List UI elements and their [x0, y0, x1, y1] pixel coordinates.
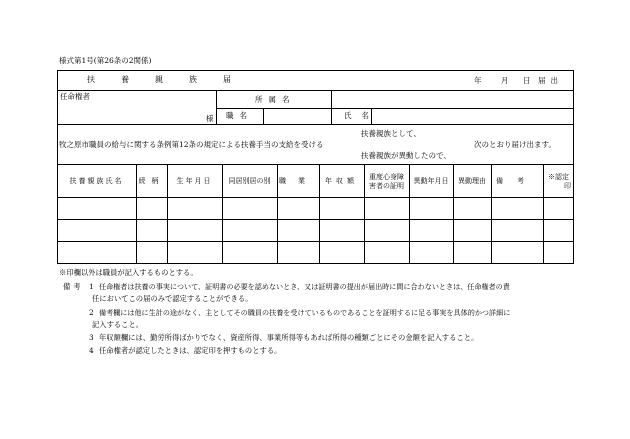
name-field[interactable] — [372, 109, 573, 123]
form-title: 扶養親族届 — [87, 75, 257, 84]
header-approval-seal — [543, 166, 574, 197]
rule-header-block-bottom — [57, 124, 574, 125]
rule-statement-bottom — [57, 164, 574, 165]
header-birth-date: 生年月日 — [176, 177, 213, 186]
header-annual-income: 年収額 — [325, 177, 358, 186]
note-1-number: 1 — [89, 282, 94, 291]
note-3-line-1: 年収額欄には、勤労所得ばかりでなく、資産所得、事業所得等もあれば所得の種類ごとにその金額を記入すること。 — [99, 333, 479, 342]
table-row[interactable] — [58, 242, 573, 263]
appointer-label: 任命権者 — [60, 92, 90, 101]
statement-option-1: 扶養親族として、 — [361, 129, 421, 138]
header-dependent-name: 扶養親族氏名 — [69, 177, 124, 186]
table-row[interactable] — [58, 198, 573, 218]
table-row[interactable] — [58, 220, 573, 240]
note-2-line-1: 備考欄には他に生計の途がなく、主としてその職員の扶養を受けているものであることを証明するに足る事実を具体的かつ詳細に — [99, 308, 511, 317]
date-month-label: 月 — [501, 76, 509, 85]
statement-suffix: 次のとおり届け出ます。 — [474, 140, 556, 149]
header-occupation: 職業 — [279, 177, 317, 186]
header-remarks: 備考 — [496, 177, 538, 186]
statement-option-2: 扶養親族が異動したので、 — [361, 151, 451, 160]
header-disability-line-2: 害者の証明 — [369, 181, 404, 190]
header-change-date: 異動年月日 — [413, 177, 449, 186]
affiliation-label: 所属名 — [255, 95, 296, 104]
rule-position-value-right — [331, 108, 332, 124]
rule-appointer-right — [216, 90, 217, 124]
header-disability-line-1: 重度心身障 — [369, 172, 404, 181]
statement-prefix: 牧之原市職員の給与に関する条例第12条の規定による扶養手当の支給を受ける — [59, 140, 324, 149]
header-change-reason: 異動理由 — [458, 177, 486, 186]
note-4-line-1: 任命権者が認定したときは、認定印を押すものとする。 — [99, 346, 282, 355]
header-cohabitation: 同居別居の別 — [228, 177, 271, 186]
header-approval-line-2: 印 — [564, 181, 571, 190]
note-1-line-1: 任命権者は扶養の事実について、証明書の必要を認めないとき、又は証明書の提出が届出時に間に合わないときは、任命権者の責 — [99, 282, 510, 291]
note-3-number: 3 — [89, 333, 94, 342]
date-year-label: 年 — [474, 76, 482, 85]
note-2-number: 2 — [89, 308, 94, 317]
date-submitted-label: 届出 — [538, 76, 563, 85]
form-number: 様式第1号(第26条の2関係) — [59, 56, 152, 65]
position-field[interactable] — [264, 109, 330, 123]
affiliation-field[interactable] — [332, 91, 573, 107]
header-disability-certificate — [364, 166, 409, 197]
header-approval-line-1: ※認定 — [548, 172, 569, 181]
star-note: ※印欄以外は職員が記入するものとする。 — [59, 268, 198, 277]
note-1-line-2: 任においてこの届のみで認定することができる。 — [92, 294, 253, 303]
remarks-heading: 備考 — [63, 282, 84, 291]
date-day-label: 日 — [523, 76, 531, 85]
note-4-number: 4 — [89, 346, 94, 355]
honorific-label: 様 — [206, 114, 214, 123]
header-relation: 続柄 — [138, 177, 165, 186]
note-2-line-2: 記入すること。 — [92, 320, 144, 329]
name-label: 氏名 — [344, 111, 379, 120]
position-label: 職名 — [226, 111, 253, 120]
